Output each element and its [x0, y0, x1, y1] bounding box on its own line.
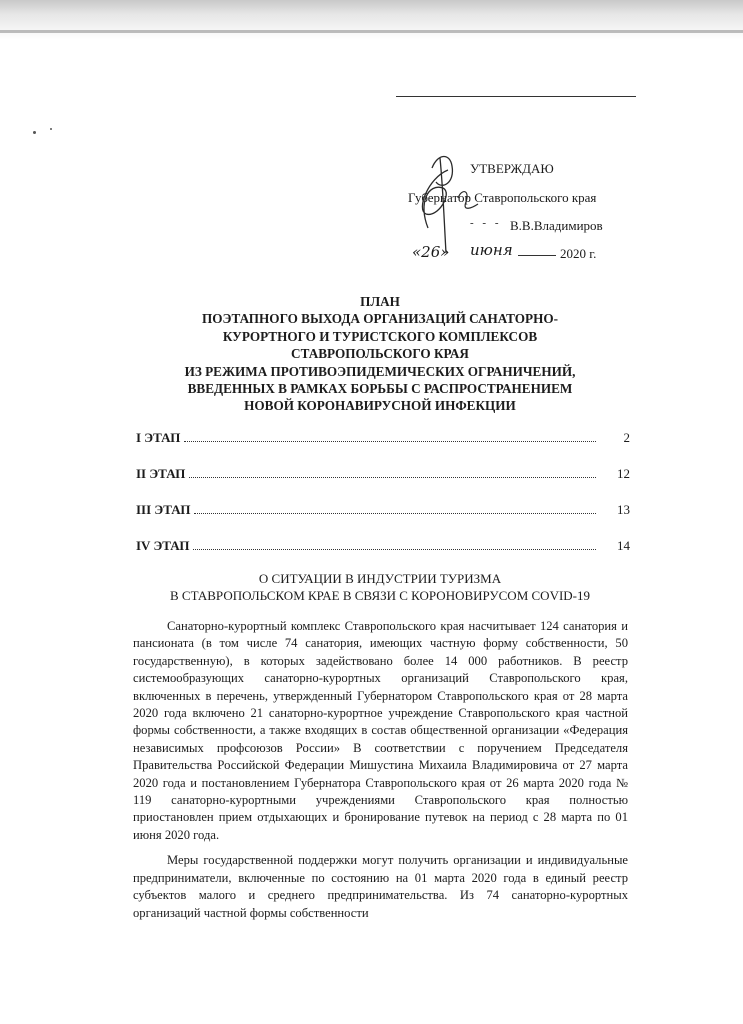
approval-date-month: июня	[470, 241, 513, 259]
scan-top-edge-line	[0, 30, 743, 33]
toc-item-stage-2	[136, 466, 630, 502]
body-paragraph: Санаторно-курортный комплекс Ставропольского края насчитывает 124 санатория и пансионата (в том числе 74 санатория, имеющих частную форму собственности, 50 государственную), в которых задействовано более 14 000 работников. В реестр системообразующих санаторно-курортных организаций Ставропольского края, включенных в перечень, утвержденный Губернатором Ставропольского края от 28 марта 2020 года включено 21 санаторно-курортное учреждение Ставропольского края частной формы собственности, а также входящих в состав общественной организации «Федерация независимых профсоюзов России» В соответствии с поручением Председателя Правительства Российской Федерации Мишустина Михаила Владимировича от 27 марта 2020 года и постановлением Губернатора Ставропольского края от 26 марта 2020 года № 119 санаторно-курортными учреждениями Ставропольского края полностью приостановлен прием отдыхающих и бронирование путевок на период с 28 марта по 01 июня 2020 года.	[133, 619, 628, 842]
body-paragraph: Меры государственной поддержки могут получить организации и индивидуальные предприниматели, включенные по состоянию на 01 марта 2020 года в единый реестр субъектов малого и среднего предпринимательства. Из 74 санаторно-курортных организаций частной формы собственности	[133, 853, 628, 920]
table-of-contents	[136, 430, 630, 574]
approval-date-year: 2020 г.	[560, 246, 597, 261]
handwritten-signature	[398, 148, 548, 258]
title-line: ИЗ РЕЖИМА ПРОТИВОЭПИДЕМИЧЕСКИХ ОГРАНИЧЕНИЙ,	[184, 363, 576, 379]
toc-item-page: 2	[623, 430, 630, 445]
toc-item-label: IV ЭТАП	[136, 538, 190, 553]
toc-leader-dots	[189, 477, 596, 478]
approval-date-day: «26»	[412, 243, 450, 261]
title-line: ПЛАН	[360, 294, 400, 309]
scan-speck	[33, 131, 36, 134]
toc-item-label: I ЭТАП	[136, 430, 181, 445]
toc-leader-dots	[194, 513, 596, 514]
toc-item-stage-3	[136, 502, 630, 538]
toc-item-stage-4	[136, 538, 630, 574]
body-text	[133, 618, 628, 930]
toc-leader-dots	[184, 441, 596, 442]
approval-stamp: УТВЕРЖДАЮ	[470, 161, 554, 176]
top-rule-line	[396, 96, 636, 97]
approval-name: В.В.Владимиров	[510, 218, 603, 233]
title-line: КУРОРТНОГО И ТУРИСТСКОГО КОМПЛЕКСОВ	[222, 328, 538, 344]
title-line: НОВОЙ КОРОНАВИРУСНОЙ ИНФЕКЦИИ	[244, 398, 516, 414]
toc-item-stage-1	[136, 430, 630, 466]
section-heading-line-2: В СТАВРОПОЛЬСКОМ КРАЕ В СВЯЗИ С КОРОНОВИРУСОМ COVID-19	[169, 588, 591, 603]
signature-line: - - -	[470, 217, 502, 229]
scan-speck	[50, 128, 52, 130]
toc-leader-dots	[193, 549, 596, 550]
toc-item-label: II ЭТАП	[136, 466, 186, 481]
section-heading-line-1: О СИТУАЦИИ В ИНДУСТРИИ ТУРИЗМА	[258, 571, 502, 586]
title-line: ВВЕДЕННЫХ В РАМКАХ БОРЬБЫ С РАСПРОСТРАНЕНИЕМ	[187, 381, 573, 397]
toc-item-page: 13	[617, 502, 630, 517]
toc-item-page: 14	[617, 538, 630, 553]
document-title	[150, 293, 610, 415]
title-line: СТАВРОПОЛЬСКОГО КРАЯ	[291, 346, 469, 362]
section-heading	[130, 570, 630, 604]
title-line: ПОЭТАПНОГО ВЫХОДА ОРГАНИЗАЦИЙ САНАТОРНО-	[202, 311, 558, 327]
approval-position: Губернатор Ставропольского края	[408, 190, 597, 205]
toc-item-page: 12	[617, 466, 630, 481]
scan-top-shadow	[0, 0, 743, 40]
toc-item-label: III ЭТАП	[136, 502, 191, 517]
